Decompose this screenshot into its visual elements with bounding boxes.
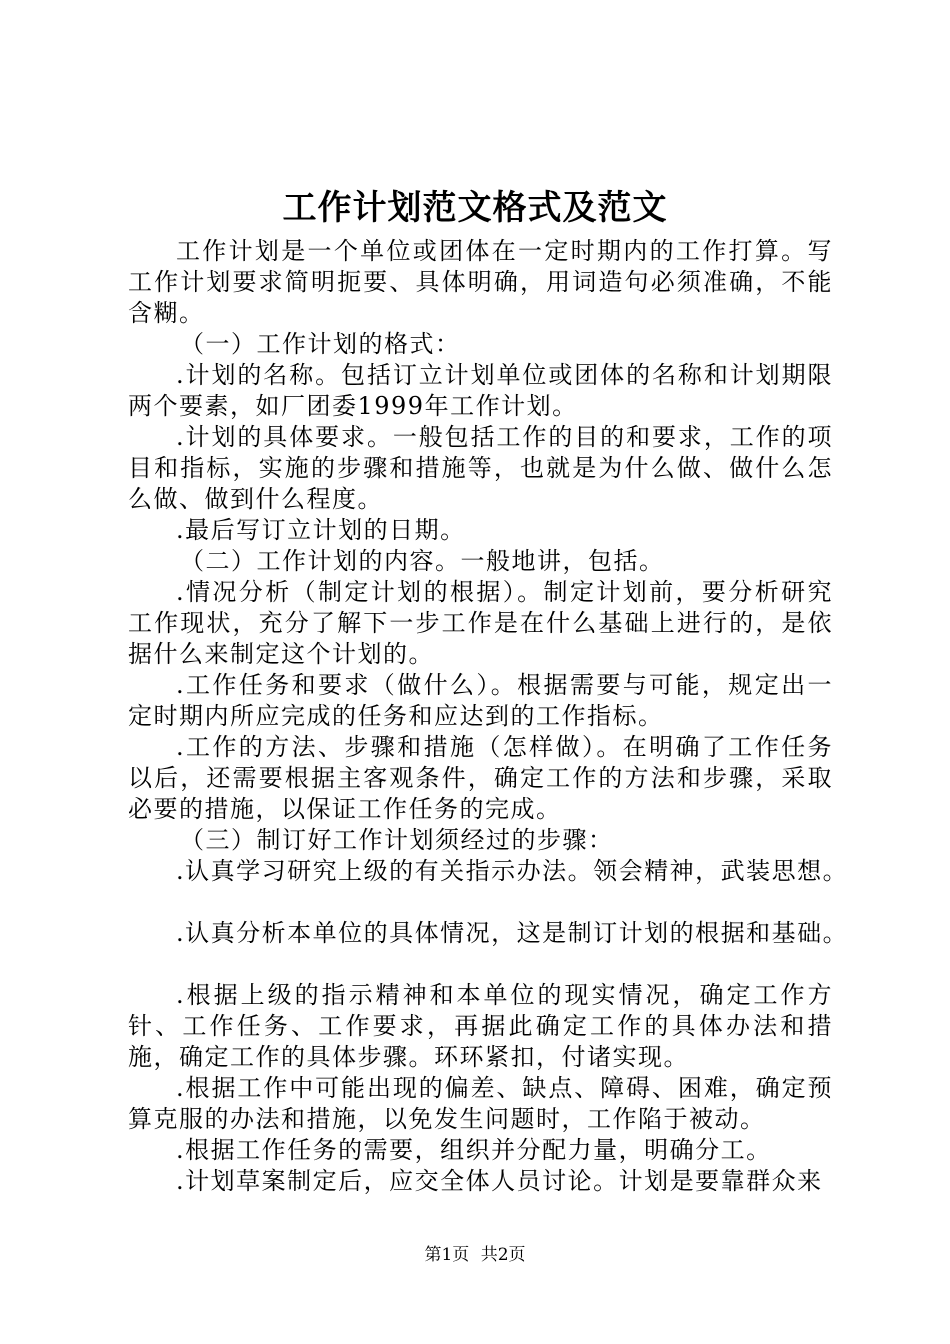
page-footer [0, 1244, 950, 1266]
list-item: .计划的名称。包括订立计划单位或团体的名称和计划期限两个要素，如厂团委1999年工作计划。 [128, 361, 833, 420]
intro-paragraph: 工作计划是一个单位或团体在一定时期内的工作打算。写工作计划要求简明扼要、具体明确，用词造句必须准确，不能含糊。 [128, 237, 833, 327]
list-item: .最后写订立计划的日期。 [176, 516, 466, 544]
document-body [128, 236, 849, 1197]
section-heading-format: （一）工作计划的格式： [180, 330, 461, 358]
document-title: 工作计划范文格式及范文 [282, 188, 668, 228]
page-total: 共2页 [480, 1245, 526, 1265]
section-heading-content: （二）工作计划的内容。一般地讲，包括。 [180, 547, 665, 575]
list-item: .工作任务和要求（做什么）。根据需要与可能，规定出一定时期内所应完成的任务和应达到的工作指标。 [128, 671, 833, 730]
page-number: 第1页 [424, 1245, 470, 1265]
list-item: .根据工作任务的需要，组织并分配力量，明确分工。 [176, 1136, 772, 1164]
list-item: .工作的方法、步骤和措施（怎样做）。在明确了工作任务以后，还需要根据主客观条件，确定工作的方法和步骤，采取必要的措施，以保证工作任务的完成。 [128, 733, 833, 823]
list-item: .认真学习研究上级的有关指示办法。领会精神，武装思想。 [176, 857, 849, 885]
list-item: .根据上级的指示精神和本单位的现实情况，确定工作方针、工作任务、工作要求，再据此确定工作的具体办法和措施，确定工作的具体步骤。环环紧扣，付诸实现。 [128, 981, 833, 1071]
list-item: .计划草案制定后，应交全体人员讨论。计划是要靠群众来 [176, 1167, 823, 1195]
list-item: .认真分析本单位的具体情况，这是制订计划的根据和基础。 [176, 919, 849, 947]
list-item: .根据工作中可能出现的偏差、缺点、障碍、困难，确定预算克服的办法和措施，以免发生问题时，工作陷于被动。 [128, 1074, 833, 1133]
list-item: .情况分析（制定计划的根据）。制定计划前，要分析研究工作现状，充分了解下一步工作是在什么基础上进行的，是依据什么来制定这个计划的。 [128, 578, 833, 668]
list-item: .计划的具体要求。一般包括工作的目的和要求，工作的项目和指标，实施的步骤和措施等，也就是为什么做、做什么怎么做、做到什么程度。 [128, 423, 833, 513]
section-heading-steps: （三）制订好工作计划须经过的步骤： [180, 826, 614, 854]
